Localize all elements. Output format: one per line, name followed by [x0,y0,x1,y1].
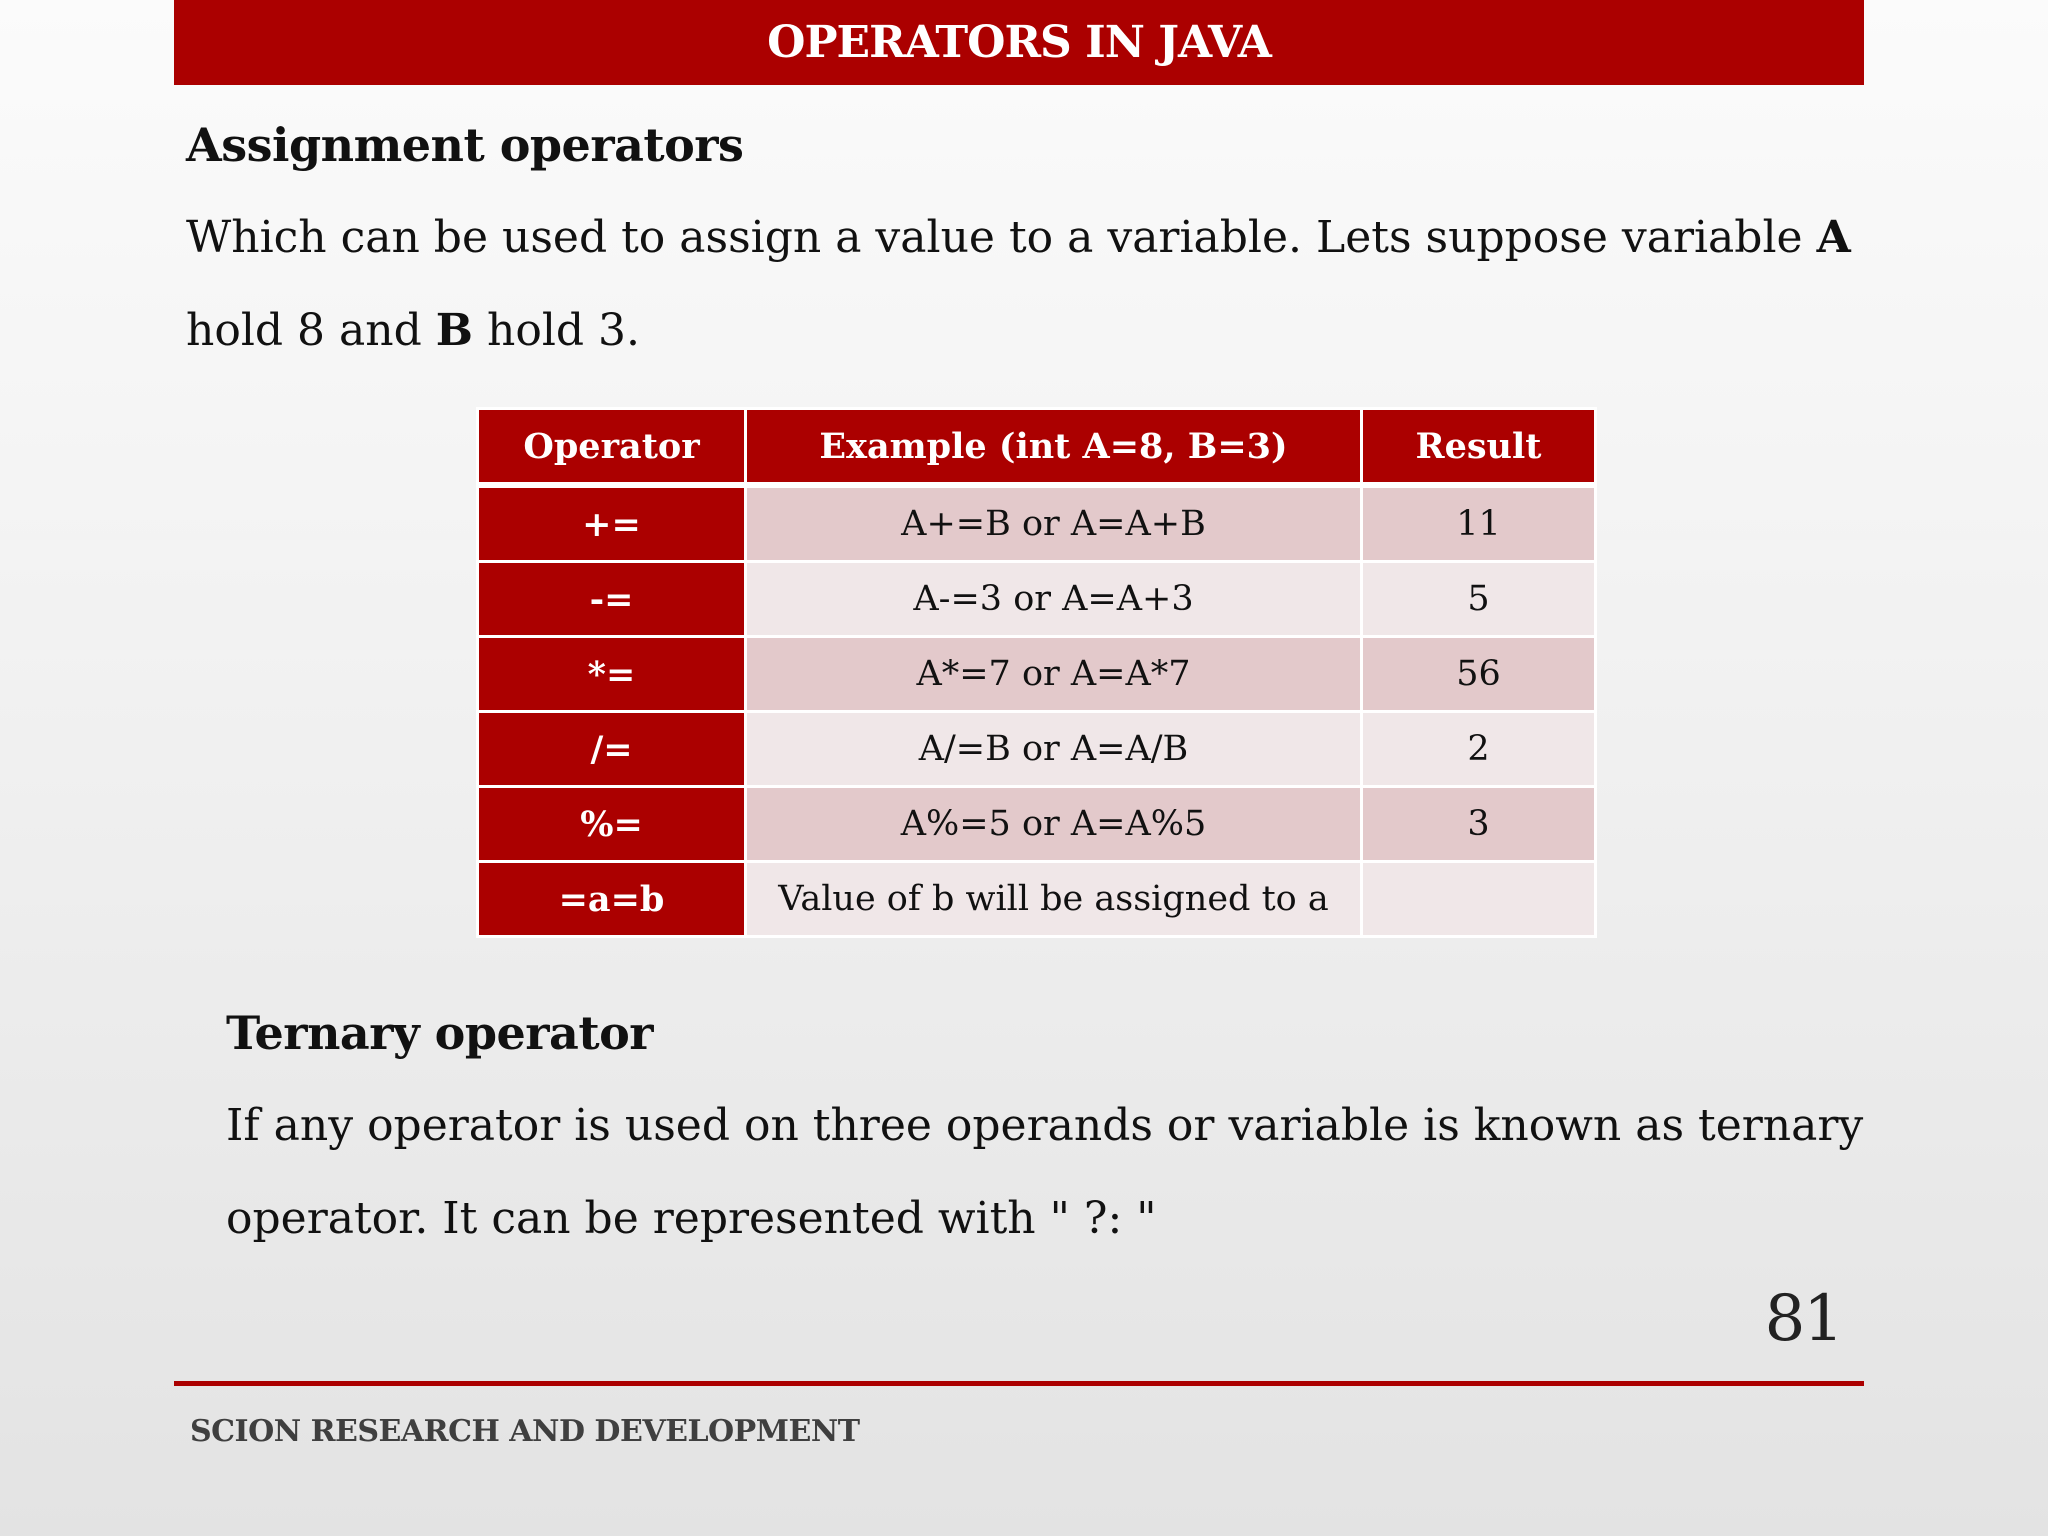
table-header-row [478,409,1596,486]
operator-cell: += [478,485,746,562]
assignment-description-post: hold 3. [486,305,641,356]
result-cell: 56 [1362,637,1596,712]
operator-cell: *= [478,637,746,712]
page-number: 81 [1764,1282,1842,1356]
result-cell: 3 [1362,787,1596,862]
ternary-description-line-1: If any operator is used on three operands or variable is known as ternary [226,1100,1864,1151]
table-row [478,712,1596,787]
operator-cell: -= [478,562,746,637]
assignment-operators-table [476,407,1597,938]
result-cell [1362,862,1596,937]
table-row [478,862,1596,937]
result-cell: 11 [1362,485,1596,562]
example-cell: A*=7 or A=A*7 [746,637,1362,712]
assignment-description-pre: hold 8 and [186,305,422,356]
footer-brand: SCION RESEARCH AND DEVELOPMENT [190,1414,860,1449]
ternary-description-line-2: operator. It can be represented with " ?: " [226,1193,1157,1244]
variable-a-label: A [1816,212,1851,263]
header-operator: Operator [478,409,746,486]
table-row [478,637,1596,712]
assignment-description-line-1 [186,212,1851,263]
operator-cell: %= [478,787,746,862]
assignment-description-line-2 [186,305,640,356]
example-cell: A+=B or A=A+B [746,485,1362,562]
assignment-description-text: Which can be used to assign a value to a variable. Lets suppose variable [186,212,1803,263]
example-cell: A%=5 or A=A%5 [746,787,1362,862]
example-cell: A/=B or A=A/B [746,712,1362,787]
header-example: Example (int A=8, B=3) [746,409,1362,486]
slide-header [174,0,1864,85]
example-cell: A-=3 or A=A+3 [746,562,1362,637]
variable-b-label: B [435,305,473,356]
table-row [478,485,1596,562]
result-cell: 2 [1362,712,1596,787]
operator-cell: /= [478,712,746,787]
table-row [478,562,1596,637]
header-result: Result [1362,409,1596,486]
assignment-heading: Assignment operators [186,118,744,172]
example-cell: Value of b will be assigned to a [746,862,1362,937]
slide-title: OPERATORS IN JAVA [767,17,1271,68]
table-row [478,787,1596,862]
footer-divider [174,1381,1864,1386]
ternary-heading: Ternary operator [226,1006,654,1060]
result-cell: 5 [1362,562,1596,637]
operator-cell: =a=b [478,862,746,937]
